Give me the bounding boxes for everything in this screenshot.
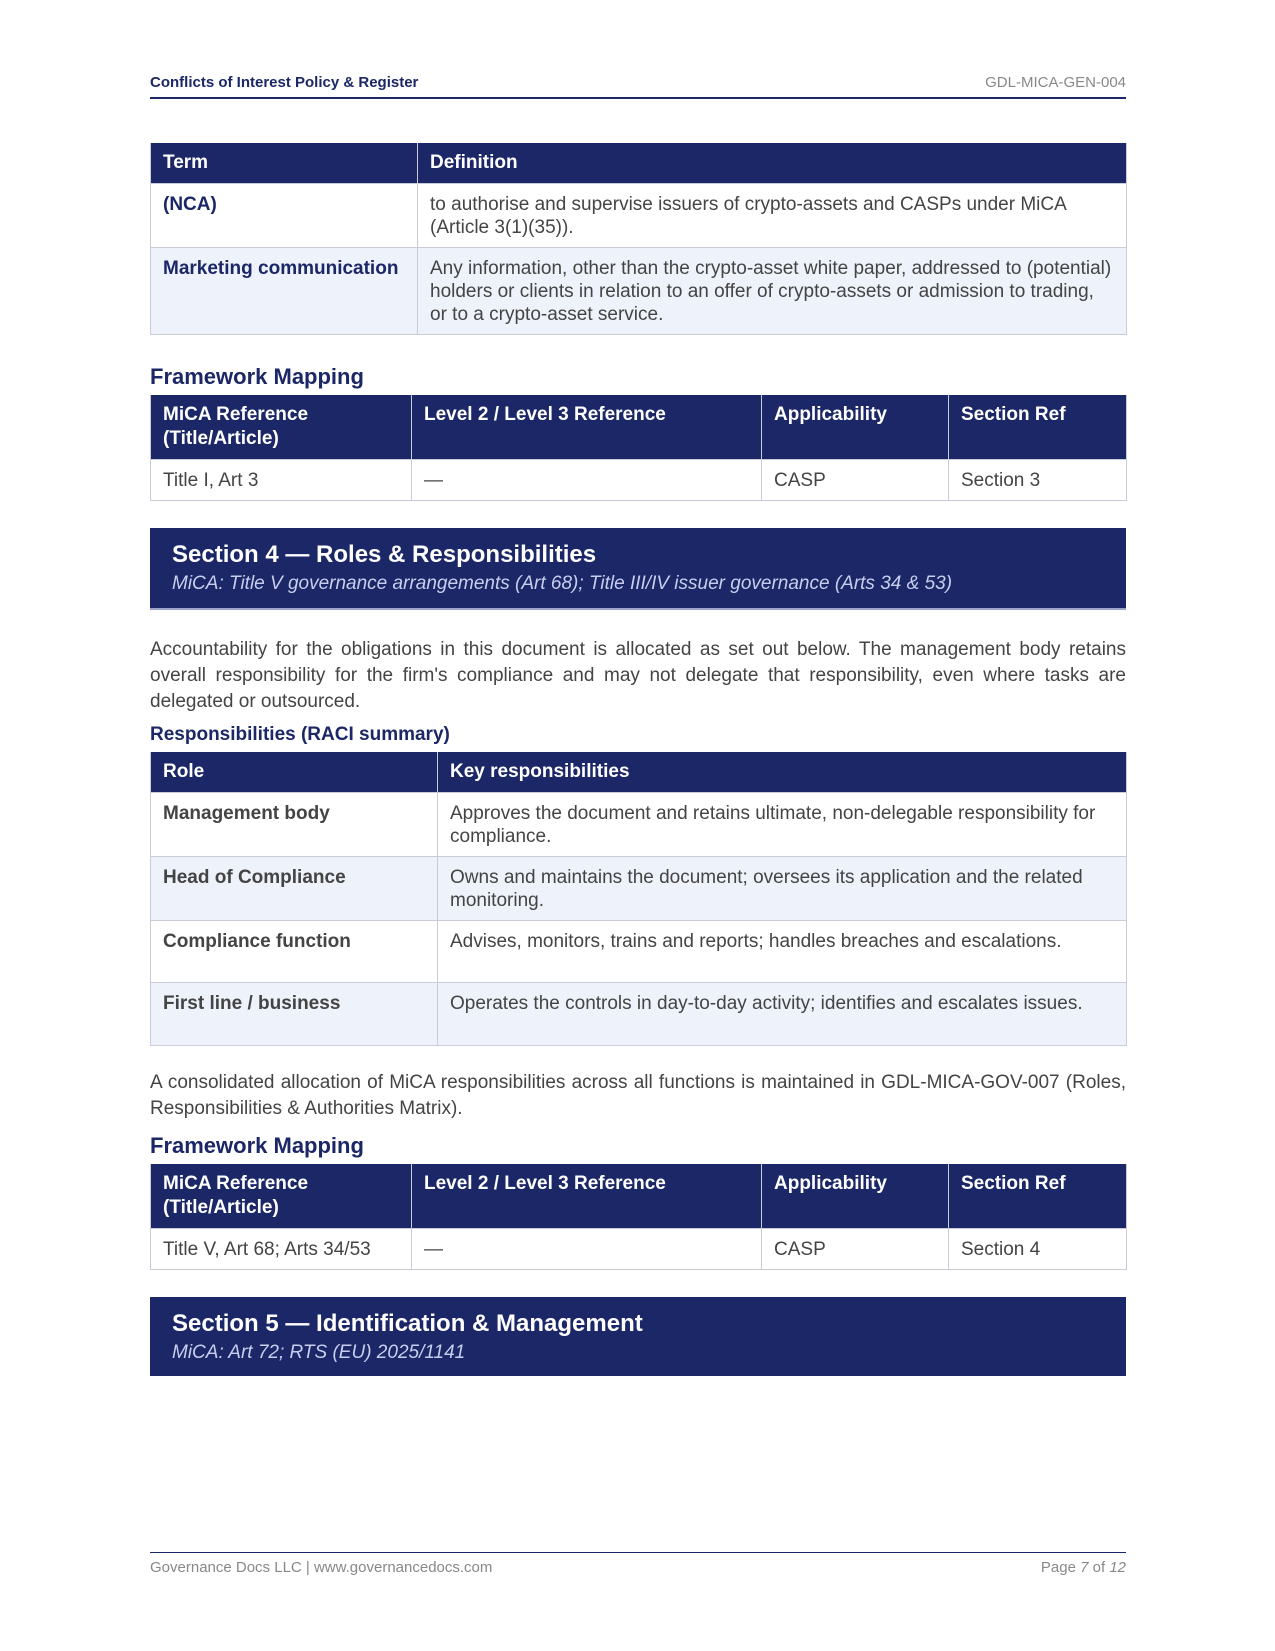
- table-header-row: [151, 752, 1127, 793]
- framework-mapping-2: [150, 1133, 1126, 1159]
- page-number: [1041, 1559, 1126, 1576]
- mica-reference-cell: Title I, Art 3: [151, 460, 412, 501]
- table-row: [151, 248, 1127, 335]
- section-title: Section 4 — Roles & Responsibilities: [172, 541, 597, 568]
- intro-paragraph: Accountability for the obligations in this document is allocated as set out below. The management body retains overall responsibility for the firm's compliance and may not delegate that responsibility, even where tasks are delegated or outsourced.: [150, 639, 1126, 712]
- definitions-table-wrap: [150, 143, 1126, 335]
- framework-mapping-table-1-wrap: [150, 395, 1126, 501]
- raci-table: [150, 752, 1127, 1046]
- role-cell: First line / business: [151, 983, 438, 1046]
- framework-mapping-1: [150, 364, 1126, 390]
- section-title: Section 5 — Identification & Management: [172, 1310, 643, 1337]
- term-cell: Marketing communication: [151, 248, 418, 335]
- page-current: 7: [1080, 1559, 1089, 1576]
- table-header-row: [151, 395, 1127, 460]
- applicability-cell: CASP: [762, 460, 949, 501]
- raci-heading-wrap: [150, 724, 1126, 746]
- framework-mapping-table: [150, 1164, 1127, 1270]
- column-header: Section Ref: [949, 1164, 1127, 1229]
- section-4-intro: [150, 637, 1126, 715]
- column-header: Applicability: [762, 395, 949, 460]
- column-header: Key responsibilities: [438, 752, 1127, 793]
- raci-heading: Responsibilities (RACI summary): [150, 724, 450, 745]
- level-reference-cell: —: [412, 460, 762, 501]
- definition-cell: Any information, other than the crypto-asset white paper, addressed to (potential) holders or clients in relation to an offer of crypto-assets or admission to trading, or to a crypto-asset service.: [418, 248, 1127, 335]
- section-subtitle: MiCA: Title V governance arrangements (Art 68); Title III/IV issuer governance (Arts 34 & 53): [172, 573, 953, 594]
- definition-cell: to authorise and supervise issuers of crypto-assets and CASPs under MiCA (Article 3(1)(35)).: [418, 184, 1127, 248]
- page-of: of: [1092, 1559, 1106, 1576]
- page-total: 12: [1109, 1559, 1126, 1576]
- role-cell: Compliance function: [151, 921, 438, 983]
- column-header: Definition: [418, 143, 1127, 184]
- column-header: MiCA Reference (Title/Article): [151, 395, 412, 460]
- raci-table-wrap: [150, 752, 1126, 1046]
- framework-mapping-table-2-wrap: [150, 1164, 1126, 1270]
- section-ref-cell: Section 4: [949, 1229, 1127, 1270]
- column-header: Level 2 / Level 3 Reference: [412, 395, 762, 460]
- framework-mapping-table: [150, 395, 1127, 501]
- document-code: GDL-MICA-GEN-004: [985, 74, 1126, 91]
- footer-company: Governance Docs LLC | www.governancedocs.com: [150, 1559, 493, 1576]
- framework-mapping-heading: Framework Mapping: [150, 1133, 364, 1158]
- page-footer: [150, 1552, 1126, 1576]
- column-header: MiCA Reference (Title/Article): [151, 1164, 412, 1229]
- closing-paragraph: A consolidated allocation of MiCA responsibilities across all functions is maintained in GDL-MICA-GOV-007 (Roles, Responsibilities & Authorities Matrix).: [150, 1072, 1126, 1119]
- table-row: [151, 460, 1127, 501]
- responsibility-cell: Operates the controls in day-to-day activity; identifies and escalates issues.: [438, 983, 1127, 1046]
- column-header: Section Ref: [949, 395, 1127, 460]
- column-header: Applicability: [762, 1164, 949, 1229]
- role-cell: Management body: [151, 793, 438, 857]
- role-cell: Head of Compliance: [151, 857, 438, 921]
- page-header: [150, 72, 1126, 99]
- responsibility-cell: Owns and maintains the document; oversees its application and the related monitoring.: [438, 857, 1127, 921]
- section-4-banner: [150, 528, 1126, 610]
- mica-reference-cell: Title V, Art 68; Arts 34/53: [151, 1229, 412, 1270]
- section-subtitle: MiCA: Art 72; RTS (EU) 2025/1141: [172, 1342, 466, 1363]
- column-header: Role: [151, 752, 438, 793]
- table-row: [151, 793, 1127, 857]
- responsibility-cell: Approves the document and retains ultimate, non-delegable responsibility for compliance.: [438, 793, 1127, 857]
- table-row: [151, 983, 1127, 1046]
- section-5-banner: [150, 1297, 1126, 1376]
- table-row: [151, 1229, 1127, 1270]
- section-ref-cell: Section 3: [949, 460, 1127, 501]
- document-title: Conflicts of Interest Policy & Register: [150, 74, 419, 91]
- table-header-row: [151, 143, 1127, 184]
- term-cell: (NCA): [151, 184, 418, 248]
- table-row: [151, 921, 1127, 983]
- definitions-table: [150, 143, 1127, 335]
- table-row: [151, 184, 1127, 248]
- section-4-closing: [150, 1070, 1126, 1122]
- applicability-cell: CASP: [762, 1229, 949, 1270]
- table-header-row: [151, 1164, 1127, 1229]
- responsibility-cell: Advises, monitors, trains and reports; handles breaches and escalations.: [438, 921, 1127, 983]
- framework-mapping-heading: Framework Mapping: [150, 364, 364, 389]
- column-header: Level 2 / Level 3 Reference: [412, 1164, 762, 1229]
- page-label: Page: [1040, 1559, 1076, 1576]
- table-row: [151, 857, 1127, 921]
- column-header: Term: [151, 143, 418, 184]
- level-reference-cell: —: [412, 1229, 762, 1270]
